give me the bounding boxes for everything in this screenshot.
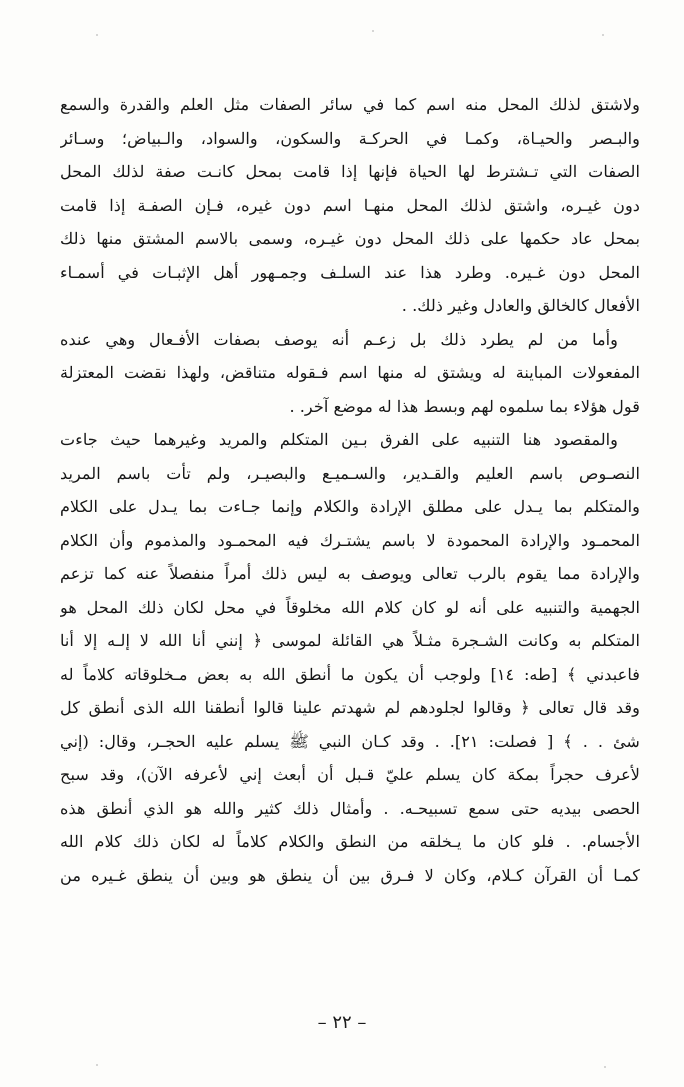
text-line: المحل دون غـيره. وطرد هذا عند السلـف وجمـهور أهل الإثبـات في أسمـاء — [60, 262, 640, 282]
paragraph-first-line: وأما من لم يطرد ذلك بل زعـم أنه يوصف بصفات الأفـعال وهي عنده — [60, 329, 618, 349]
text-line: لأعرف حجراً بمكة كان يسلم عليّ قـبل أن أبعث إني لأعرفه الآن)، وقد سبح — [60, 765, 640, 784]
text-line: الحصى بيديه حتى سمع تسبيحـه. . وأمثال ذلك كثير والله هو الذي أنطق هذه — [60, 798, 640, 818]
text-line: والمتكلم بما يـدل على مطلق الإرادة والكلام وإنما جـاءت بما يـدل على الكلام — [60, 497, 640, 516]
text-line: والإرادة مما يقوم بالرب تعالى ويوصف به ليس ذلك أمراً منفصلاً عنه كما تزعم — [60, 564, 640, 583]
text-line: الجهمية والتنبيه على أنه لو كان كلام الله مخلوقاً في محل لكان ذلك المحل هو — [60, 597, 640, 617]
body-text — [60, 88, 640, 892]
scan-speck — [604, 1066, 606, 1068]
text-line: المحمـود والإرادة المحمودة لا باسم يشتـرك فيه المحمـود والمذموم وأن الكلام — [60, 530, 640, 550]
text-line: فاعبدني ﴾ [طه: ١٤] ولوجب أن يكون ما أنطق الله به بعض مـخلوقاته كلاماً له — [60, 664, 640, 684]
scan-speck — [372, 30, 374, 32]
text-line: شئ . . ﴾ [ فصلت: ٢١]. . وقد كـان النبي ﷺ يسلم عليه الحجـر، وقال: (إني — [60, 731, 640, 751]
text-line: والبـصر والحيـاة، وكمـا في الحركـة والسكون، والسواد، والـبياض؛ وسـائر — [60, 128, 640, 148]
paragraph-first-line: والمقصود هنا التنبيه على الفرق بـين المتكلم والمريد وغيرهما حيث جاءت — [60, 430, 618, 449]
text-line: دون غيـره، واشتق لذلك المحل منهـا اسم دون غيره، فـإن الصفـة إذا قامت — [60, 195, 640, 215]
paragraph-end-line: قول هؤلاء بما سلموه لهم وبسط هذا له موضع آخر. . — [289, 396, 640, 416]
text-line: الصفات التي تـشترط لها الحياة فإنها إذا قامت بمحل كانـت صفة لذلك المحل — [60, 162, 640, 181]
paragraph-end-line: الأفعال كالخالق والعادل وغير ذلك. . — [401, 296, 640, 315]
scan-speck — [96, 34, 98, 36]
scan-speck — [602, 34, 604, 36]
text-line: النصـوص باسم العليم والقـدير، والسـميـع والبصيـر، ولم تأت باسم المريد — [60, 463, 640, 483]
text-line: كمـا أن القرآن كـلام، وكان لا فـرق بين أن ينطق هو وبين أن ينطق غـيره من — [60, 865, 640, 885]
text-line: المتكلم به وكانت الشـجرة مثـلاً هي القائلة لموسى ﴿ إنني أنا الله لا إلـه إلا أنا — [60, 631, 640, 650]
text-line: الأجسام. . فلو كان ما يـخلقه من النطق والكلام كلاماً له لكان ذلك كلام الله — [60, 832, 640, 851]
text-line: المفعولات المباينة له ويشتق له منها اسم فـقوله متناقض، ولهذا نقضت المعتزلة — [60, 363, 640, 382]
scan-speck — [96, 1064, 98, 1066]
text-line: بمحل عاد حكمها على ذلك المحل دون غيـره، وسمى بالاسم المشتق منها ذلك — [60, 229, 640, 248]
text-line: ولاشتق لذلك المحل منه اسم كما في سائر الصفات مثل العلم والقدرة والسمع — [60, 95, 640, 114]
text-line: وقد قال تعالى ﴿ وقالوا لجلودهم لم شهدتم علينا قالوا أنطقنا الله الذى أنطق كل — [60, 698, 640, 717]
page-number: – ٢٢ – — [317, 1012, 367, 1033]
